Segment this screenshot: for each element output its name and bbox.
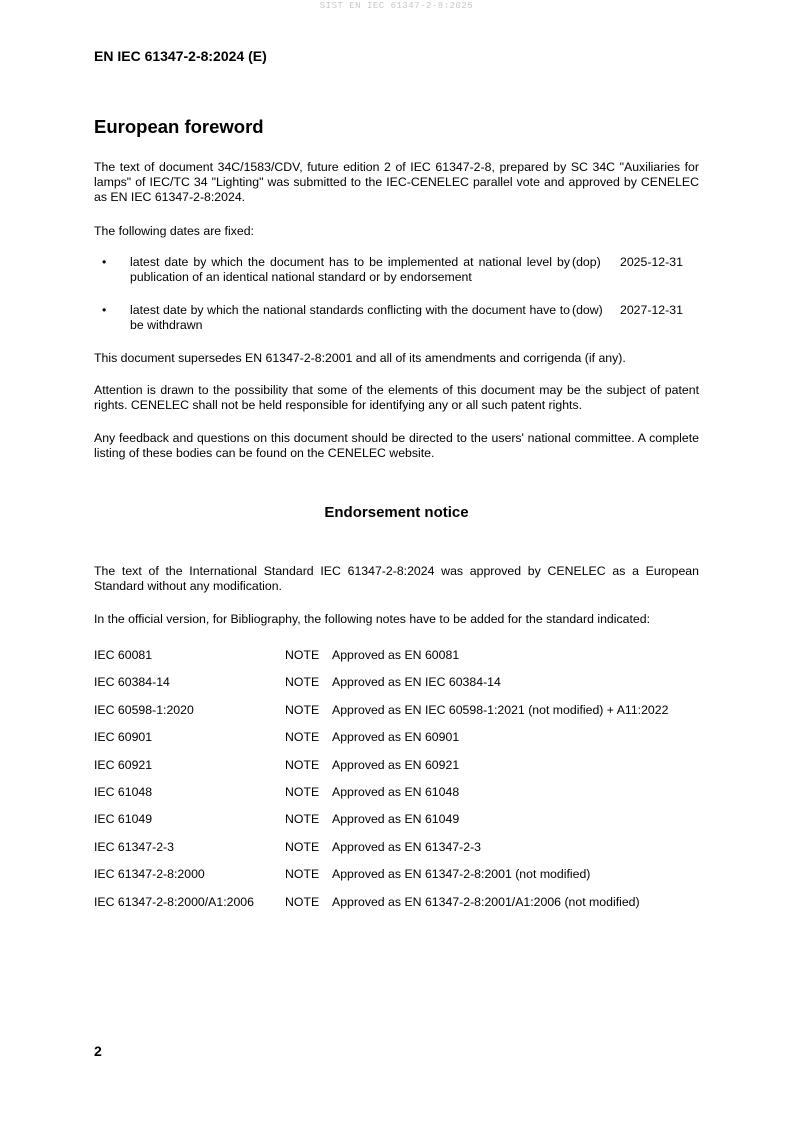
endorsement-text: The text of the International Standard IEC 61347-2-8:2024 was approved by CENELEC as a European Standard without any modification. [94,564,699,593]
bibliography-approved: Approved as EN IEC 60598-1:2021 (not modified) + A11:2022 [332,702,669,717]
bibliography-row [94,785,714,812]
date-item-text: latest date by which the document has to be implemented at national level by publication of an identical national standard or by endorsement [130,255,570,284]
bibliography-note: NOTE [285,757,320,772]
bibliography-ref: IEC 60921 [94,757,153,772]
bibliography-note: NOTE [285,784,320,799]
bibliography-ref: IEC 61049 [94,812,153,827]
bibliography-note: NOTE [285,730,320,745]
bibliography-row [94,648,714,675]
bibliography-ref: IEC 61048 [94,784,153,799]
bibliography-ref: IEC 60384-14 [94,675,170,690]
foreword-intro: The text of document 34C/1583/CDV, future edition 2 of IEC 61347-2-8, prepared by SC 34C "Auxiliaries for lamps" of IEC/TC 34 "Lighting" was submitted to the IEC-CENELEC parallel vote and approved by CENELEC as EN IEC 61347-2-8:2024. [94,160,699,204]
bibliography-note: NOTE [285,812,320,827]
bibliography-row [94,895,714,922]
bibliography-note: NOTE [285,839,320,854]
bibliography-approved: Approved as EN 60921 [332,757,460,772]
bibliography-approved: Approved as EN 61347-2-8:2001 (not modified) [332,867,591,882]
bibliography-approved: Approved as EN 61347-2-3 [332,839,482,854]
bibliography-ref: IEC 60901 [94,730,153,745]
bibliography-note: NOTE [285,702,320,717]
dates-intro: The following dates are fixed: [94,224,254,238]
bibliography-note: NOTE [285,867,320,882]
date-item-date: 2025-12-31 [620,255,683,269]
bibliography-row [94,703,714,730]
date-item-code: (dow) [572,303,603,317]
date-item-text: latest date by which the national standards conflicting with the document have to be withdrawn [130,303,570,332]
bibliography-ref: IEC 60081 [94,648,153,662]
bibliography-ref: IEC 61347-2-8:2000 [94,867,205,882]
bibliography-ref: IEC 61347-2-3 [94,839,174,854]
date-item-date: 2027-12-31 [620,303,683,317]
bibliography-ref: IEC 60598-1:2020 [94,702,194,717]
bibliography-approved: Approved as EN 60901 [332,730,460,745]
bibliography-intro: In the official version, for Bibliography, the following notes have to be added for the standard indicated: [94,612,650,626]
bibliography-approved: Approved as EN 61347-2-8:2001/A1:2006 (not modified) [332,894,640,909]
feedback-paragraph: Any feedback and questions on this document should be directed to the users' national committee. A complete listing of these bodies can be found on the CENELEC website. [94,431,699,460]
bibliography-row [94,730,714,757]
bibliography-row [94,758,714,785]
patent-paragraph: Attention is drawn to the possibility that some of the elements of this document may be the subject of patent rights. CENELEC shall not be held responsible for identifying any or all such patent rights. [94,383,699,412]
bibliography-approved: Approved as EN 60081 [332,648,460,662]
watermark: SIST EN IEC 61347-2-8:2025 [319,1,474,11]
bibliography-row [94,675,714,702]
endorsement-title: Endorsement notice [324,504,469,521]
bibliography-row [94,867,714,894]
supersedes-paragraph: This document supersedes EN 61347-2-8:2001 and all of its amendments and corrigenda (if any). [94,351,626,365]
bibliography-row [94,812,714,839]
page-number: 2 [94,1043,102,1059]
bibliography-ref: IEC 61347-2-8:2000/A1:2006 [94,894,254,909]
bibliography-row [94,840,714,867]
bullet-marker: • [102,255,107,269]
bullet-marker: • [102,303,107,317]
bibliography-approved: Approved as EN 61048 [332,784,460,799]
document-id: EN IEC 61347-2-8:2024 (E) [94,48,267,64]
bibliography-list [94,648,714,922]
bibliography-approved: Approved as EN IEC 60384-14 [332,675,501,690]
bibliography-note: NOTE [285,648,320,662]
date-item-code: (dop) [572,255,601,269]
bibliography-approved: Approved as EN 61049 [332,812,460,827]
foreword-title: European foreword [94,116,264,137]
bibliography-note: NOTE [285,894,320,909]
bibliography-note: NOTE [285,675,320,690]
